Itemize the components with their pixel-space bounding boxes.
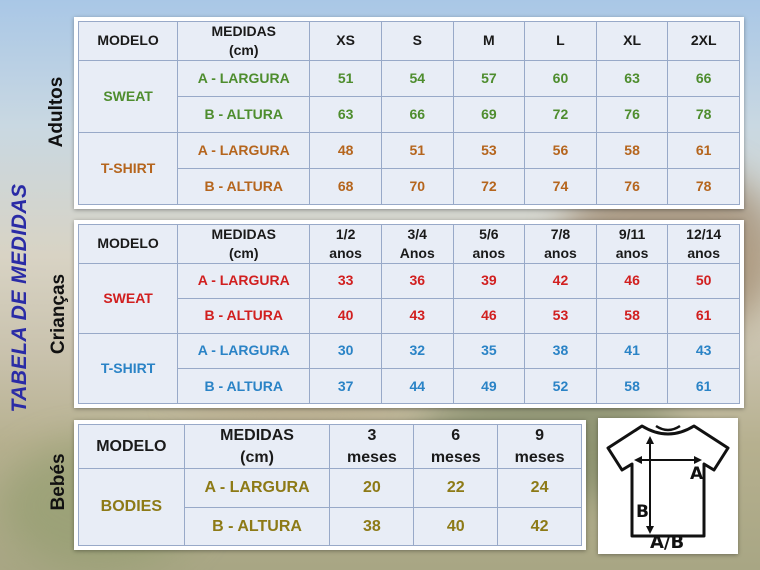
measure-cell: B - ALTURA: [178, 298, 310, 333]
adults-size-table: [74, 17, 744, 209]
value-cell: 43: [668, 333, 740, 368]
measure-cell: A - LARGURA: [178, 333, 310, 368]
value-cell: 78: [668, 96, 740, 132]
value-cell: 38: [330, 507, 414, 545]
measure-cell: B - ALTURA: [178, 96, 310, 132]
measure-cell: B - ALTURA: [178, 368, 310, 403]
value-cell: 60: [525, 60, 597, 96]
value-cell: 44: [381, 368, 453, 403]
table-header-cell: 9/11 anos: [596, 225, 668, 264]
value-cell: 78: [668, 168, 740, 204]
model-cell: SWEAT: [79, 60, 178, 132]
value-cell: 33: [310, 263, 382, 298]
value-cell: 74: [525, 168, 597, 204]
value-cell: 69: [453, 96, 525, 132]
diagram-label-b: B: [636, 502, 649, 522]
measure-cell: A - LARGURA: [178, 263, 310, 298]
value-cell: 48: [310, 132, 382, 168]
value-cell: 52: [525, 368, 597, 403]
value-cell: 72: [525, 96, 597, 132]
value-cell: 37: [310, 368, 382, 403]
value-cell: 61: [668, 368, 740, 403]
model-cell: BODIES: [79, 469, 185, 546]
table-header-cell: 5/6 anos: [453, 225, 525, 264]
value-cell: 22: [414, 469, 498, 507]
value-cell: 42: [525, 263, 597, 298]
value-cell: 68: [310, 168, 382, 204]
value-cell: 76: [596, 96, 668, 132]
babies-size-table: [74, 420, 586, 550]
children-table: [78, 224, 740, 404]
value-cell: 58: [596, 298, 668, 333]
table-row: [79, 469, 582, 507]
value-cell: 76: [596, 168, 668, 204]
table-header-cell: M: [453, 22, 525, 61]
measure-cell: B - ALTURA: [178, 168, 310, 204]
value-cell: 38: [525, 333, 597, 368]
value-cell: 53: [525, 298, 597, 333]
value-cell: 70: [381, 168, 453, 204]
babies-table: [78, 424, 582, 546]
measure-cell: B - ALTURA: [184, 507, 330, 545]
measure-cell: A - LARGURA: [184, 469, 330, 507]
table-header-cell: MODELO: [79, 22, 178, 61]
value-cell: 66: [668, 60, 740, 96]
table-header-cell: XS: [310, 22, 382, 61]
model-cell: T-SHIRT: [79, 132, 178, 204]
value-cell: 61: [668, 132, 740, 168]
table-row: [79, 132, 740, 168]
section-label-babies: Bebés: [48, 453, 69, 511]
table-row: [79, 263, 740, 298]
table-row: [79, 333, 740, 368]
measure-cell: A - LARGURA: [178, 132, 310, 168]
diagram-label-a: A: [690, 464, 704, 484]
table-header-cell: L: [525, 22, 597, 61]
value-cell: 30: [310, 333, 382, 368]
table-header-cell: 3/4 Anos: [381, 225, 453, 264]
value-cell: 58: [596, 132, 668, 168]
children-size-table: [74, 220, 744, 408]
adults-table: [78, 21, 740, 205]
value-cell: 51: [310, 60, 382, 96]
value-cell: 57: [453, 60, 525, 96]
value-cell: 41: [596, 333, 668, 368]
table-header-cell: 1/2 anos: [310, 225, 382, 264]
value-cell: 66: [381, 96, 453, 132]
page-title: TABELA DE MEDIDAS: [8, 183, 31, 413]
table-header-cell: MEDIDAS (cm): [184, 425, 330, 469]
table-header-cell: MODELO: [79, 225, 178, 264]
table-header-cell: 9 meses: [498, 425, 582, 469]
table-header-cell: MEDIDAS (cm): [178, 22, 310, 61]
measure-cell: A - LARGURA: [178, 60, 310, 96]
value-cell: 46: [453, 298, 525, 333]
value-cell: 72: [453, 168, 525, 204]
model-cell: T-SHIRT: [79, 333, 178, 403]
table-header-cell: MODELO: [79, 425, 185, 469]
value-cell: 56: [525, 132, 597, 168]
table-header-cell: 12/14 anos: [668, 225, 740, 264]
table-row: [79, 60, 740, 96]
value-cell: 50: [668, 263, 740, 298]
value-cell: 49: [453, 368, 525, 403]
value-cell: 63: [310, 96, 382, 132]
table-row: [79, 96, 740, 132]
table-header-cell: 7/8 anos: [525, 225, 597, 264]
value-cell: 36: [381, 263, 453, 298]
value-cell: 39: [453, 263, 525, 298]
diagram-label-ab: A/B: [650, 532, 685, 553]
table-header-cell: 3 meses: [330, 425, 414, 469]
table-row: [79, 298, 740, 333]
table-header-cell: MEDIDAS (cm): [178, 225, 310, 264]
value-cell: 46: [596, 263, 668, 298]
section-label-children: Crianças: [48, 273, 69, 355]
value-cell: 43: [381, 298, 453, 333]
value-cell: 42: [498, 507, 582, 545]
value-cell: 53: [453, 132, 525, 168]
table-header-cell: 2XL: [668, 22, 740, 61]
value-cell: 35: [453, 333, 525, 368]
value-cell: 51: [381, 132, 453, 168]
value-cell: 32: [381, 333, 453, 368]
model-cell: SWEAT: [79, 263, 178, 333]
value-cell: 54: [381, 60, 453, 96]
value-cell: 58: [596, 368, 668, 403]
value-cell: 40: [414, 507, 498, 545]
section-label-adults: Adultos: [46, 76, 67, 148]
value-cell: 20: [330, 469, 414, 507]
table-header-cell: XL: [596, 22, 668, 61]
tshirt-diagram: [598, 418, 738, 554]
table-header-cell: 6 meses: [414, 425, 498, 469]
value-cell: 63: [596, 60, 668, 96]
table-header-cell: S: [381, 22, 453, 61]
table-row: [79, 168, 740, 204]
value-cell: 24: [498, 469, 582, 507]
value-cell: 61: [668, 298, 740, 333]
value-cell: 40: [310, 298, 382, 333]
table-row: [79, 368, 740, 403]
